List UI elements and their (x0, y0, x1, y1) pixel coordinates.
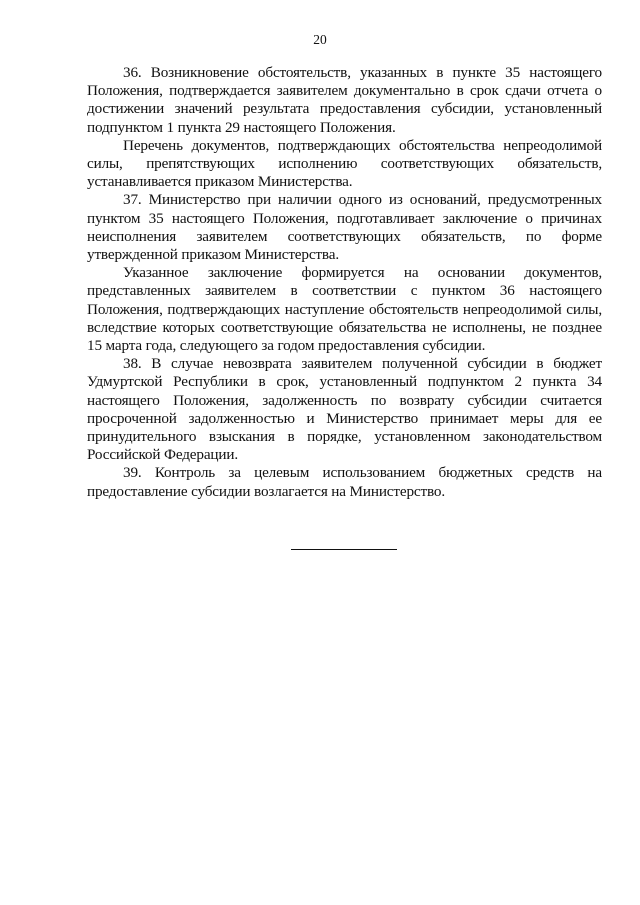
paragraph-37: 37. Министерство при наличии одного из оснований, предусмотренных пунктом 35 настоящего Положения, подготавливает заключение о причинах неисполнения заявителем соответствующих обязательств, по форме утвержденной приказом Министерства. (87, 191, 602, 264)
page-number: 20 (313, 32, 327, 47)
paragraph-38: 38. В случае невозврата заявителем полученной субсидии в бюджет Удмуртской Республики в срок, установленный подпунктом 2 пункта 34 настоящего Положения, задолженность по возврату субсидии считается просроченной задолженностью и Министерство принимает меры для ее принудительного взыскания в порядке, установленном законодательством Российской Федерации. (87, 355, 602, 464)
document-body (87, 64, 602, 501)
closing-rule (291, 549, 397, 550)
paragraph-36: 36. Возникновение обстоятельств, указанных в пункте 35 настоящего Положения, подтверждается заявителем документально в срок сдачи отчета о достижении значений результата предоставления субсидии, установленный подпунктом 1 пункта 29 настоящего Положения. (87, 64, 602, 136)
paragraph-39: 39. Контроль за целевым использованием бюджетных средств на предоставление субсидии возлагается на Министерство. (87, 464, 602, 500)
paragraph-force-majeure-documents: Перечень документов, подтверждающих обстоятельства непреодолимой силы, препятствующих исполнению соответствующих обязательств, устанавливается приказом Министерства. (87, 136, 602, 191)
paragraph-conclusion: Указанное заключение формируется на основании документов, представленных заявителем в соответствии с пунктом 36 настоящего Положения, подтверждающих наступление обстоятельств непреодолимой силы, вследствие которых соответствующие обязательства не исполнены, не позднее 15 марта года, следующего за годом предоставления субсидии. (87, 264, 602, 355)
